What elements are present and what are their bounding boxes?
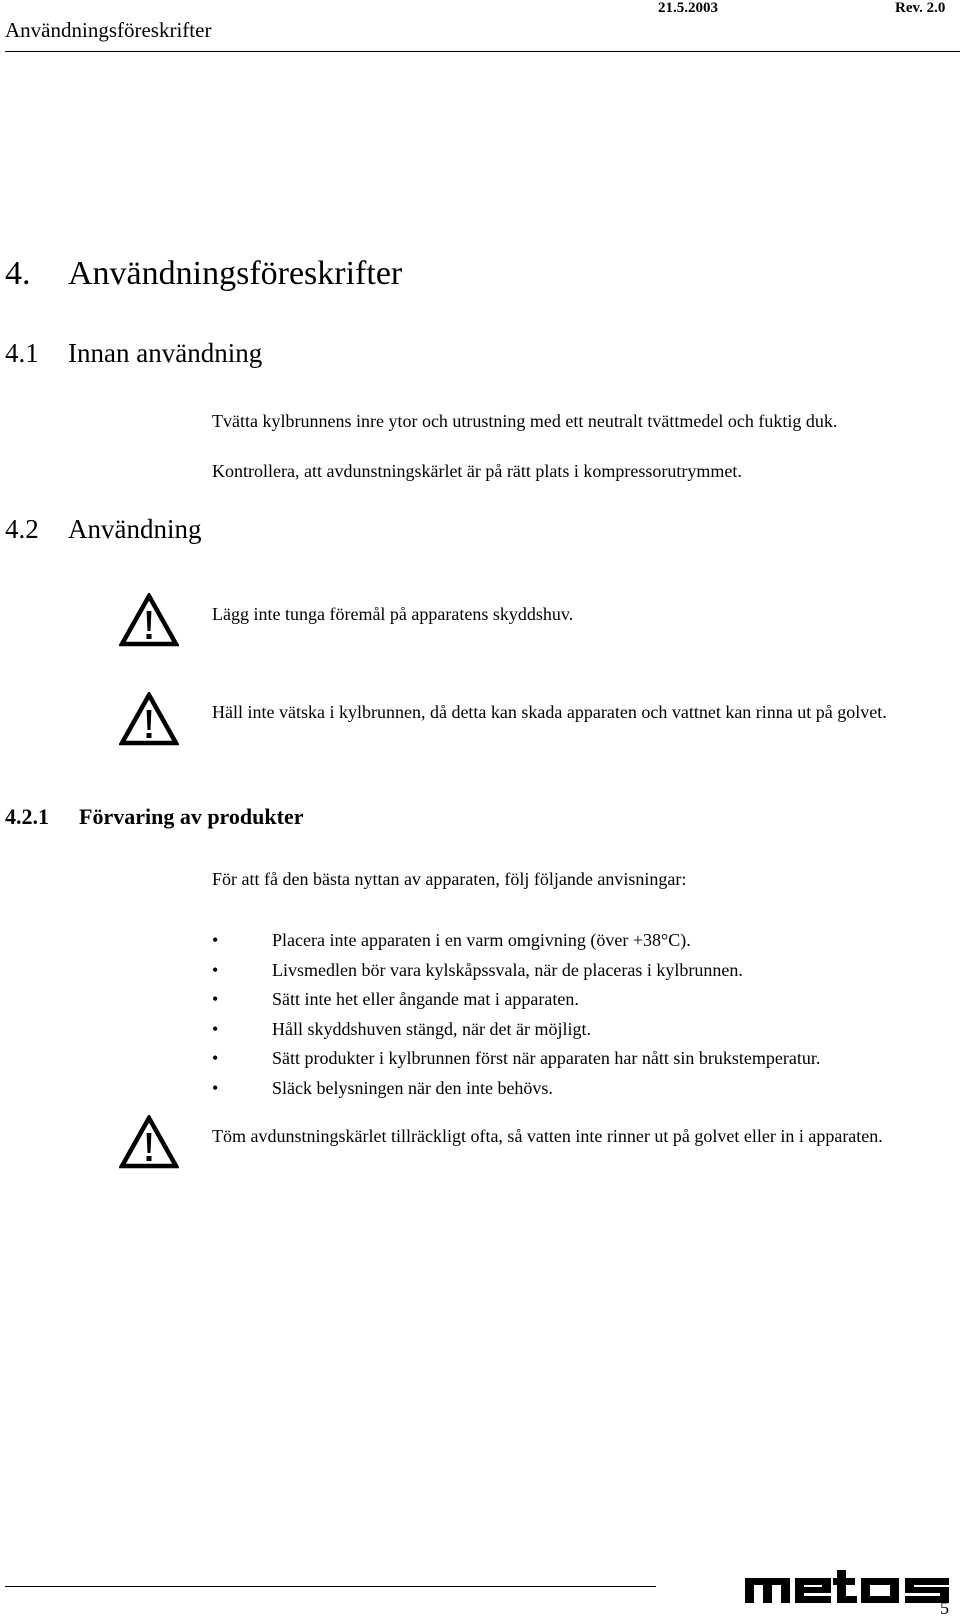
storage-instructions-list — [212, 926, 960, 1103]
section-title: Användning — [68, 514, 202, 544]
paragraph-check-tray: Kontrollera, att avdunstningskärlet är på rätt plats i kompressorutrymmet. — [212, 461, 742, 481]
warning-text-empty-tray: Töm avdunstningskärlet tillräckligt ofta, så vatten inte rinner ut på golvet eller in i apparaten. — [212, 1126, 883, 1146]
document-date: 21.5.2003 — [658, 0, 718, 16]
bullet: • — [212, 989, 219, 1009]
section-heading-4-2 — [5, 514, 201, 545]
section-title: Förvaring av produkter — [79, 804, 304, 829]
list-item-text: Livsmedlen bör vara kylskåpssvala, när de placeras i kylbrunnen. — [272, 959, 743, 980]
list-item-text: Sätt produkter i kylbrunnen först när apparaten har nått sin brukstemperatur. — [272, 1048, 821, 1068]
section-heading-4-1 — [5, 338, 262, 369]
section-number: 4.2 — [5, 514, 39, 544]
warning-text-no-liquid: Häll inte vätska i kylbrunnen, då detta kan skada apparaten och vattnet kan rinna ut på golvet. — [212, 702, 887, 722]
revision-label: Rev. 2.0 — [895, 0, 946, 16]
section-title: Innan användning — [68, 338, 263, 368]
list-item — [212, 1015, 960, 1045]
bullet: • — [212, 930, 219, 950]
warning-text-heavy-objects: Lägg inte tunga föremål på apparatens skyddshuv. — [212, 604, 574, 624]
section-heading-4-2-1 — [5, 804, 303, 830]
list-item — [212, 1044, 960, 1074]
list-item — [212, 956, 960, 986]
storage-intro: För att få den bästa nyttan av apparaten, följ följande anvisningar: — [212, 869, 687, 889]
section-number: 4.2.1 — [5, 804, 49, 829]
footer-divider — [5, 1586, 656, 1587]
list-item — [212, 985, 960, 1015]
list-item-text: Släck belysningen när den inte behövs. — [272, 1077, 553, 1098]
list-item — [212, 926, 960, 956]
list-item-text: Placera inte apparaten i en varm omgivning (över +38°C). — [272, 930, 691, 950]
section-number: 4.1 — [5, 338, 39, 368]
warning-triangle-icon — [119, 1115, 179, 1169]
metos-logo — [745, 1570, 958, 1610]
section-title: Användningsföreskrifter — [68, 255, 403, 292]
paragraph-clean-interior: Tvätta kylbrunnens inre ytor och utrustning med ett neutralt tvättmedel och fuktig duk. — [212, 411, 838, 431]
header-divider — [5, 51, 960, 52]
page-number: 5 — [940, 1598, 949, 1618]
list-item-text: Sätt inte het eller ångande mat i apparaten. — [272, 989, 579, 1009]
bullet: • — [212, 959, 219, 980]
bullet: • — [212, 1077, 219, 1098]
bullet: • — [212, 1018, 219, 1039]
section-heading-4 — [5, 255, 402, 293]
list-item — [212, 1074, 960, 1104]
running-header-title: Användningsföreskrifter — [5, 18, 212, 42]
warning-triangle-icon — [119, 593, 179, 647]
section-number: 4. — [5, 255, 31, 292]
warning-triangle-icon — [119, 692, 179, 746]
list-item-text: Håll skyddshuven stängd, när det är möjligt. — [272, 1018, 591, 1039]
bullet: • — [212, 1048, 219, 1068]
